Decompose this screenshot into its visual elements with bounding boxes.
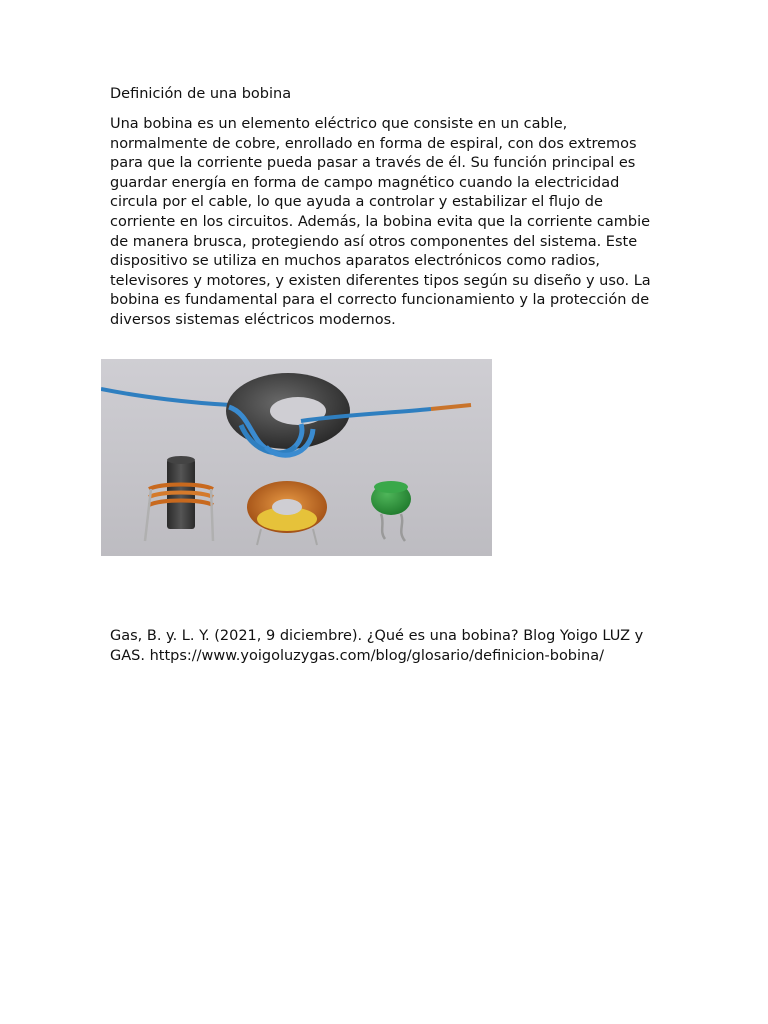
inductor-photo-illustration	[101, 359, 492, 556]
document-paragraph: Una bobina es un elemento eléctrico que consiste en un cable, normalmente de cobre, enrollado en forma de espiral, con dos extremos para que la corriente pueda pasar a través de él. Su función principal es guardar energía en forma de campo magnético cuando la electricidad circula por el cable, lo que ayuda a controlar y estabilizar el flujo de corriente en los circuitos. Además, la bobina evita que la corriente cambie de manera brusca, protegiendo así otros componentes del sistema. Este dispositivo se utiliza en muchos aparatos electrónicos como radios, televisores y motores, y existen diferentes tipos según su diseño y uso. La bobina es fundamental para el correcto funcionamiento y la protección de diversos sistemas eléctricos modernos.	[110, 116, 651, 328]
document-title: Definición de una bobina	[110, 86, 292, 102]
inductor-photo	[101, 359, 492, 556]
reference-citation: Gas, B. y. L. Y. (2021, 9 diciembre). ¿Qué es una bobina? Blog Yoigo LUZ y GAS. https://www.yoigoluzygas.com/blog/glosario/definicion-bobina/	[110, 628, 644, 664]
